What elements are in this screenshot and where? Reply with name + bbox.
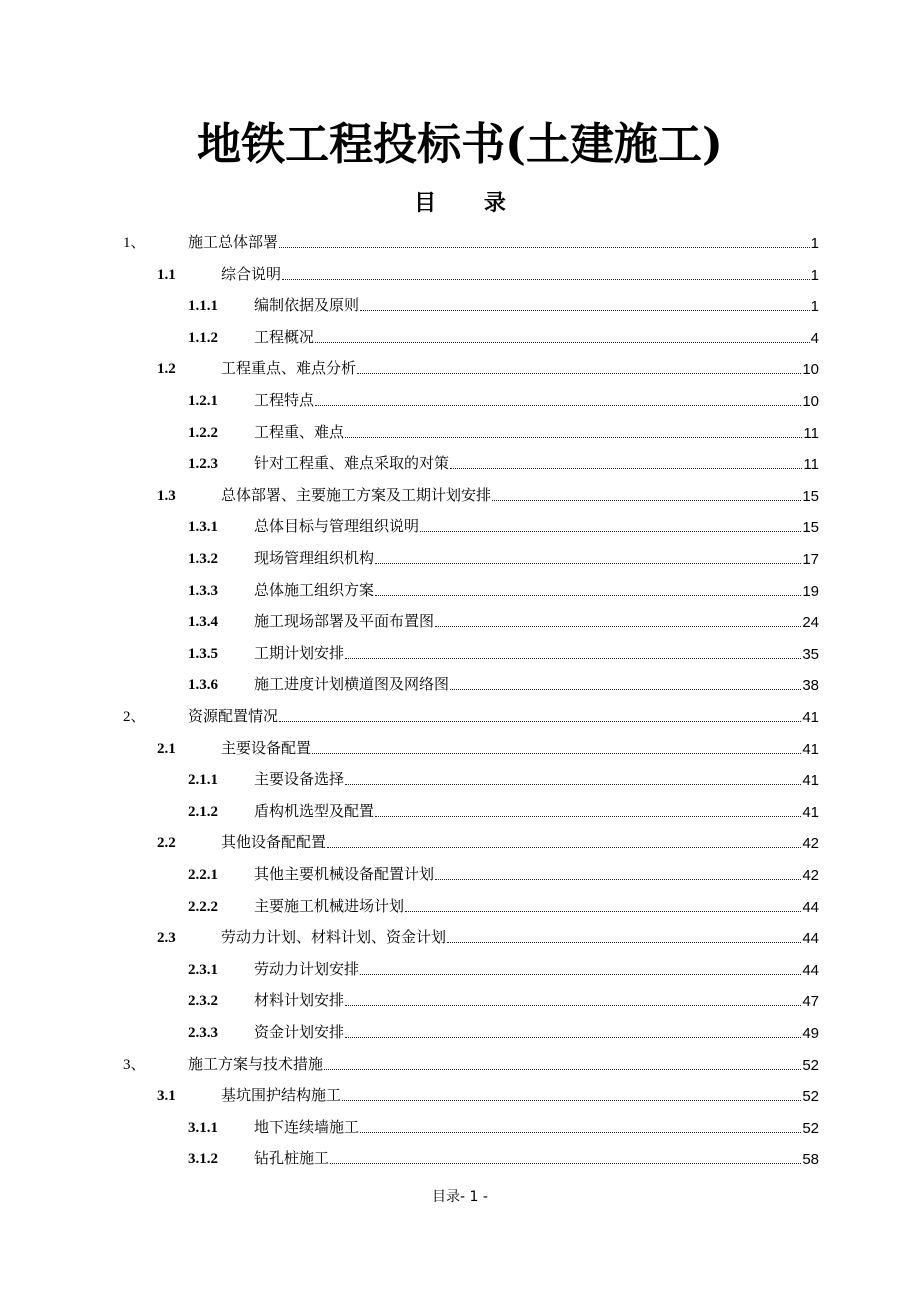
toc-entry-label: 工程特点 — [254, 391, 315, 409]
toc-entry-page: 42 — [802, 835, 819, 853]
toc-dot-leader — [312, 753, 801, 754]
toc-entry[interactable] — [157, 258, 819, 284]
toc-dot-leader — [315, 342, 810, 343]
toc-entry-label: 主要设备配置 — [221, 738, 312, 757]
toc-entry-number: 1.3.1 — [188, 519, 218, 536]
toc-dot-leader — [279, 721, 801, 722]
toc-entry-number: 1.1.2 — [188, 329, 218, 346]
toc-dot-leader — [357, 373, 801, 374]
toc-entry-label: 工期计划安排 — [254, 643, 345, 662]
toc-entry-number: 2.3 — [157, 930, 176, 947]
toc-entry[interactable] — [188, 321, 819, 347]
toc-entry-page: 42 — [802, 867, 819, 884]
toc-entry-label: 地下连续墙施工 — [254, 1117, 360, 1136]
toc-entry[interactable] — [157, 921, 819, 947]
toc-dot-leader — [492, 500, 801, 501]
toc-dot-leader — [345, 1005, 801, 1006]
toc-entry-number: 2.2 — [157, 835, 176, 852]
toc-entry-label: 工程重、难点 — [254, 422, 345, 441]
toc-entry[interactable] — [188, 542, 819, 568]
toc-dot-leader — [450, 468, 802, 469]
toc-entry-number: 2.3.2 — [188, 993, 218, 1010]
toc-entry[interactable] — [188, 605, 819, 631]
toc-entry-number: 1.3.5 — [188, 645, 218, 662]
toc-entry-label: 资源配置情况 — [188, 707, 279, 725]
toc-entry[interactable] — [123, 226, 819, 252]
toc-entry-page: 44 — [802, 961, 819, 979]
toc-entry-number: 3.1.2 — [188, 1151, 218, 1168]
toc-dot-leader — [330, 1163, 801, 1164]
page-footer: 目录- 1 - — [432, 1189, 488, 1205]
toc-entry-page: 47 — [802, 993, 819, 1011]
toc-entry-label: 综合说明 — [221, 264, 282, 283]
toc-entry-number: 1.3.2 — [188, 551, 218, 567]
toc-entry-number: 1.2.2 — [188, 424, 218, 441]
toc-entry-page: 38 — [802, 677, 819, 695]
toc-entry-number: 3.1.1 — [188, 1119, 218, 1136]
toc-entry[interactable] — [188, 984, 819, 1010]
toc-entry-label: 针对工程重、难点采取的对策 — [254, 454, 450, 473]
toc-entry-number: 2、 — [123, 709, 146, 725]
toc-entry-label: 劳动力计划安排 — [254, 959, 360, 978]
toc-entry-page: 24 — [802, 614, 819, 632]
toc-entry-number: 1.3 — [157, 487, 176, 504]
toc-entry-page: 52 — [802, 1088, 819, 1106]
toc-entry-page: 44 — [802, 898, 819, 916]
toc-entry-number: 1.3.4 — [188, 614, 218, 631]
toc-entry-page: 11 — [803, 424, 819, 442]
toc-entry-label: 钻孔桩施工 — [254, 1149, 330, 1168]
toc-entry-number: 2.1 — [157, 740, 176, 757]
toc-entry[interactable] — [157, 479, 819, 505]
toc-dot-leader — [405, 911, 801, 912]
toc-entry-label: 资金计划安排 — [254, 1023, 345, 1041]
toc-dot-leader — [342, 1100, 801, 1101]
toc-entry-number: 1、 — [123, 235, 146, 251]
toc-dot-leader — [282, 279, 810, 280]
toc-entry-number: 2.1.2 — [188, 803, 218, 820]
toc-dot-leader — [345, 1037, 801, 1038]
toc-entry-label: 其他设备配配置 — [221, 833, 327, 852]
toc-entry-page: 1 — [810, 266, 819, 284]
toc-entry[interactable] — [188, 1142, 819, 1168]
toc-entry-label: 工程概况 — [254, 327, 315, 346]
toc-entry-label: 主要施工机械进场计划 — [254, 896, 405, 915]
toc-entry-number: 3.1 — [157, 1088, 176, 1105]
toc-dot-leader — [435, 626, 801, 627]
toc-entry-label: 基坑围护结构施工 — [221, 1086, 342, 1105]
toc-entry-page: 11 — [803, 456, 819, 474]
toc-entry-page: 15 — [802, 519, 819, 537]
toc-entry-label: 总体施工组织方案 — [254, 580, 375, 599]
toc-entry-page: 49 — [802, 1025, 819, 1042]
toc-dot-leader — [327, 847, 801, 848]
toc-entry-label: 施工进度计划横道图及网络图 — [254, 675, 450, 694]
toc-entry-number: 2.3.3 — [188, 1025, 218, 1041]
toc-entry[interactable] — [188, 416, 819, 442]
toc-entry[interactable] — [157, 352, 819, 378]
toc-dot-leader — [420, 531, 801, 532]
toc-entry[interactable] — [157, 826, 819, 852]
toc-entry-number: 1.3.3 — [188, 582, 218, 599]
toc-dot-leader — [375, 563, 801, 564]
toc-dot-leader — [360, 1132, 801, 1133]
toc-entry[interactable] — [188, 1016, 819, 1042]
toc-entry-page: 41 — [802, 709, 819, 726]
toc-entry-number: 1.2 — [157, 361, 176, 378]
toc-entry-page: 1 — [810, 235, 819, 252]
toc-entry[interactable] — [188, 668, 819, 694]
toc-entry[interactable] — [188, 574, 819, 600]
toc-entry-page: 58 — [802, 1151, 819, 1169]
toc-entry-page: 35 — [802, 645, 819, 663]
toc-entry-page: 10 — [802, 361, 819, 379]
toc-entry[interactable] — [188, 447, 819, 473]
toc-entry-page: 52 — [802, 1056, 819, 1074]
toc-entry[interactable] — [188, 289, 819, 315]
document-title: 地铁工程投标书(土建施工) — [197, 119, 723, 170]
toc-entry-page: 41 — [802, 740, 819, 758]
toc-dot-leader — [324, 1069, 801, 1070]
toc-entry-label: 工程重点、难点分析 — [221, 359, 357, 378]
toc-entry-page: 17 — [802, 551, 819, 568]
toc-entry-label: 主要设备选择 — [254, 770, 345, 789]
toc-dot-leader — [360, 974, 801, 975]
toc-entry-label: 其他主要机械设备配置计划 — [254, 865, 435, 883]
toc-entry-label: 总体部署、主要施工方案及工期计划安排 — [221, 485, 492, 504]
toc-entry-label: 施工现场部署及平面布置图 — [254, 612, 435, 631]
toc-entry-page: 41 — [802, 772, 819, 790]
toc-entry[interactable] — [188, 953, 819, 979]
toc-entry[interactable] — [123, 1048, 819, 1074]
toc-entry[interactable] — [157, 1079, 819, 1105]
toc-entry-number: 2.3.1 — [188, 961, 218, 978]
toc-entry-number: 1.1 — [157, 266, 176, 283]
toc-entry[interactable] — [188, 1111, 819, 1137]
toc-dot-leader — [315, 405, 801, 406]
toc-dot-leader — [345, 658, 801, 659]
toc-dot-leader — [360, 310, 810, 311]
toc-entry-number: 1.2.1 — [188, 393, 218, 409]
toc-entry-number: 2.2.1 — [188, 867, 218, 883]
toc-entry[interactable] — [123, 700, 819, 726]
toc-entry-page: 41 — [802, 803, 819, 821]
toc-entry-page: 52 — [802, 1119, 819, 1137]
toc-entry-number: 2.2.2 — [188, 898, 218, 915]
toc-entry-number: 1.3.6 — [188, 677, 218, 694]
toc-dot-leader — [375, 816, 801, 817]
toc-heading: 目 录 — [414, 191, 506, 216]
toc-entry[interactable] — [188, 637, 819, 663]
toc-entry-number: 2.1.1 — [188, 772, 218, 789]
toc-entry[interactable] — [188, 510, 819, 536]
toc-entry-label: 劳动力计划、材料计划、资金计划 — [221, 928, 447, 947]
toc-entry-label: 材料计划安排 — [254, 991, 345, 1010]
toc-entry[interactable] — [188, 890, 819, 916]
toc-entry-page: 10 — [802, 393, 819, 410]
toc-entry-page: 1 — [810, 298, 819, 316]
toc-entry[interactable] — [157, 732, 819, 758]
toc-entry[interactable] — [188, 763, 819, 789]
toc-dot-leader — [279, 247, 810, 248]
toc-entry[interactable] — [188, 384, 819, 410]
toc-dot-leader — [447, 942, 801, 943]
toc-dot-leader — [345, 784, 801, 785]
toc-entry-label: 总体目标与管理组织说明 — [254, 517, 420, 536]
toc-entry[interactable] — [188, 858, 819, 884]
toc-entry[interactable] — [188, 795, 819, 821]
toc-dot-leader — [345, 437, 802, 438]
toc-entry-page: 19 — [802, 582, 819, 600]
toc-entry-number: 1.1.1 — [188, 298, 218, 315]
toc-entry-label: 编制依据及原则 — [254, 296, 360, 315]
toc-entry-page: 15 — [802, 487, 819, 505]
toc-entry-page: 4 — [810, 329, 819, 347]
toc-entry-label: 施工方案与技术措施 — [188, 1054, 324, 1073]
toc-entry-page: 44 — [802, 930, 819, 948]
toc-entry-label: 盾构机选型及配置 — [254, 801, 375, 820]
toc-dot-leader — [450, 689, 801, 690]
toc-entry-label: 施工总体部署 — [188, 233, 279, 251]
toc-dot-leader — [435, 879, 801, 880]
toc-entry-number: 3、 — [123, 1056, 146, 1073]
toc-entry-label: 现场管理组织机构 — [254, 549, 375, 567]
toc-entry-number: 1.2.3 — [188, 456, 218, 473]
toc-dot-leader — [375, 595, 801, 596]
